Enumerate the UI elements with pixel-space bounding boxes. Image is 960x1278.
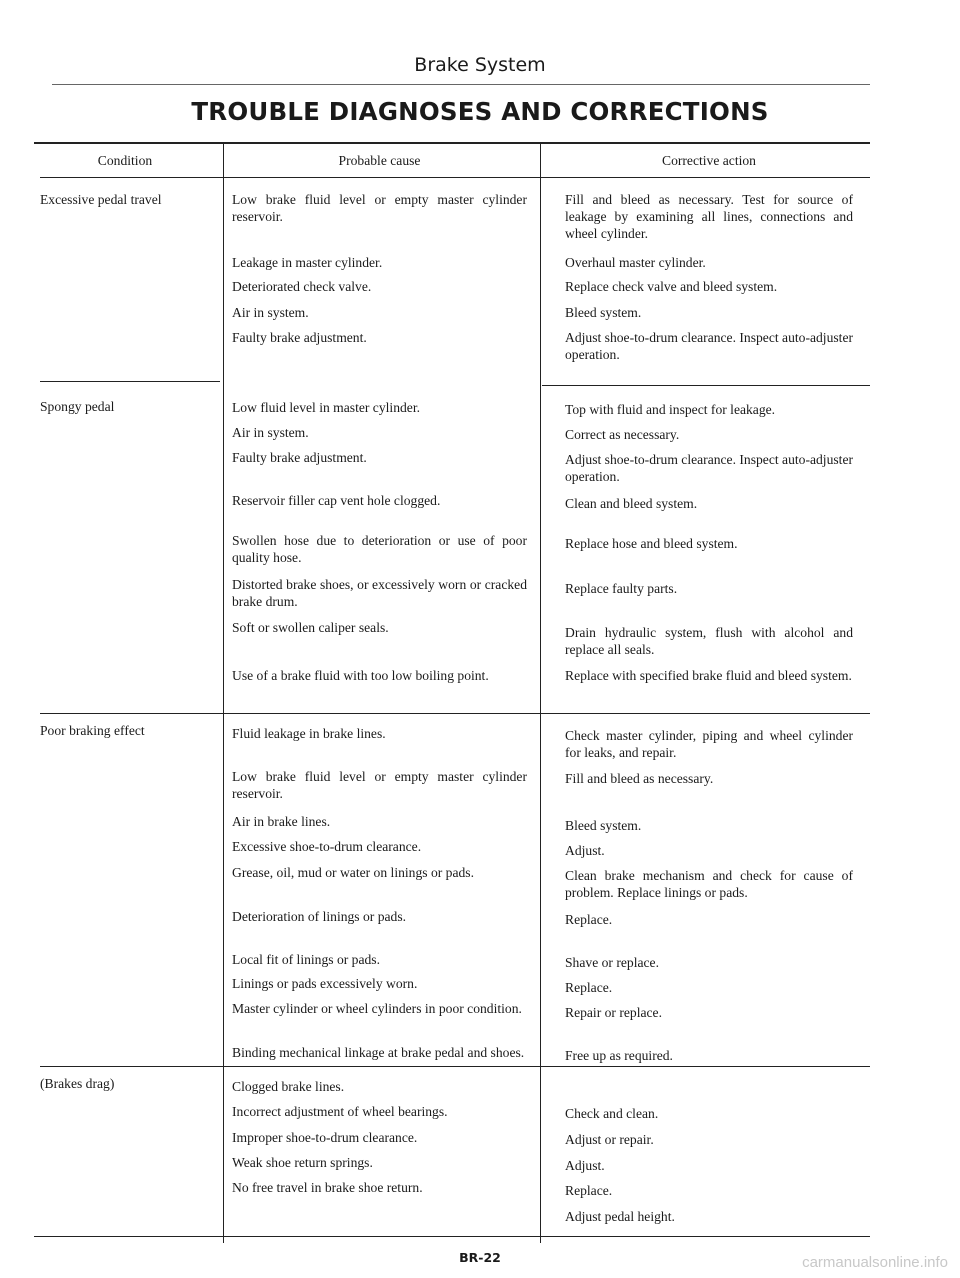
action-row: Adjust shoe-to-drum clearance. Inspect auto-adjuster operation.: [565, 452, 854, 484]
action-row: Adjust.: [565, 843, 605, 858]
action-row: Drain hydraulic system, flush with alcohol and replace all seals.: [565, 625, 853, 657]
action-row: Clean and bleed system.: [565, 496, 698, 511]
cause-row: Fluid leakage in brake lines.: [232, 726, 386, 741]
cause-row: Low brake fluid level or empty master cylinder reservoir.: [232, 192, 527, 224]
action-row: Replace.: [565, 912, 613, 927]
action-row: Adjust pedal height.: [565, 1209, 675, 1224]
cause-row: Deterioration of linings or pads.: [232, 909, 407, 924]
action-row: Bleed system.: [565, 818, 642, 833]
cause-row: Grease, oil, mud or water on linings or pads.: [232, 865, 474, 880]
action-row: Top with fluid and inspect for leakage.: [565, 402, 776, 417]
cause-row: Low brake fluid level or empty master cylinder reservoir.: [232, 769, 527, 801]
action-row: Overhaul master cylinder.: [565, 255, 706, 270]
column-header-action: Corrective action: [662, 153, 756, 168]
row-rule: [542, 385, 870, 386]
condition-spongy-pedal: Spongy pedal: [40, 399, 115, 414]
action-row: Repair or replace.: [565, 1005, 662, 1020]
column-divider-left: [223, 143, 224, 1243]
cause-row: No free travel in brake shoe return.: [232, 1180, 423, 1195]
cause-row: Improper shoe-to-drum clearance.: [232, 1130, 418, 1145]
cause-row: Use of a brake fluid with too low boiling point.: [232, 668, 489, 683]
header-row-rule: [40, 177, 870, 178]
cause-row: Excessive shoe-to-drum clearance.: [232, 839, 422, 854]
action-row: Shave or replace.: [565, 955, 659, 970]
column-header-cause: Probable cause: [338, 153, 421, 168]
cause-row: Faulty brake adjustment.: [232, 450, 367, 465]
action-row: Replace check valve and bleed system.: [565, 279, 778, 294]
cause-row: Soft or swollen caliper seals.: [232, 620, 389, 635]
cause-row: Air in brake lines.: [232, 814, 331, 829]
action-row: Free up as required.: [565, 1048, 673, 1063]
action-row: Adjust shoe-to-drum clearance. Inspect auto-adjuster operation.: [565, 330, 854, 362]
action-row: Replace faulty parts.: [565, 581, 678, 596]
diagnosis-table: [0, 143, 960, 1243]
action-row: Clean brake mechanism and check for cause of problem. Replace linings or pads.: [565, 868, 853, 900]
cause-row: Clogged brake lines.: [232, 1079, 345, 1094]
page-title: TROUBLE DIAGNOSES AND CORRECTIONS: [191, 97, 769, 126]
cause-row: Weak shoe return springs.: [232, 1155, 373, 1170]
cause-row: Swollen hose due to deterioration or use of poor quality hose.: [232, 533, 527, 565]
cause-row: Reservoir filler cap vent hole clogged.: [232, 493, 441, 508]
action-row: Replace hose and bleed system.: [565, 536, 738, 551]
action-row: Fill and bleed as necessary.: [565, 771, 714, 786]
cause-row: Distorted brake shoes, or excessively worn or cracked brake drum.: [232, 577, 527, 609]
condition-brakes-drag: (Brakes drag): [40, 1076, 115, 1091]
action-row: Correct as necessary.: [565, 427, 680, 442]
action-row: Adjust.: [565, 1158, 605, 1173]
cause-row: Faulty brake adjustment.: [232, 330, 367, 345]
cause-row: Deteriorated check valve.: [232, 279, 372, 294]
section-header: Brake System: [414, 54, 546, 76]
action-row: Check master cylinder, piping and wheel cylinder for leaks, and repair.: [565, 728, 853, 760]
cause-row: Incorrect adjustment of wheel bearings.: [232, 1104, 448, 1119]
row-rule: [40, 713, 870, 714]
page-number: BR-22: [459, 1250, 501, 1265]
cause-row: Leakage in master cylinder.: [232, 255, 383, 270]
table-bottom-rule: [34, 1236, 870, 1237]
action-row: Adjust or repair.: [565, 1132, 654, 1147]
cause-row: Local fit of linings or pads.: [232, 952, 380, 967]
watermark: carmanualsonline.info: [802, 1254, 948, 1271]
cause-row: Linings or pads excessively worn.: [232, 976, 418, 991]
action-row: Check and clean.: [565, 1106, 659, 1121]
column-header-condition: Condition: [97, 153, 153, 168]
row-rule: [40, 1066, 870, 1067]
row-rule: [40, 381, 220, 382]
action-row: Bleed system.: [565, 305, 642, 320]
condition-poor-braking-effect: Poor braking effect: [40, 723, 145, 738]
column-divider-right: [540, 143, 541, 1243]
cause-row: Air in system.: [232, 425, 309, 440]
action-row: Replace with specified brake fluid and bleed system.: [565, 668, 852, 683]
action-row: Replace.: [565, 980, 613, 995]
action-row: Fill and bleed as necessary. Test for source of leakage by examining all lines, connections and wheel cylinder.: [565, 192, 853, 241]
cause-row: Low fluid level in master cylinder.: [232, 400, 420, 415]
condition-excessive-pedal-travel: Excessive pedal travel: [40, 192, 162, 207]
action-row: Replace.: [565, 1183, 613, 1198]
cause-row: Air in system.: [232, 305, 309, 320]
cause-row: Master cylinder or wheel cylinders in poor condition.: [232, 1001, 522, 1016]
header-rule: [52, 84, 870, 85]
cause-row: Binding mechanical linkage at brake pedal and shoes.: [232, 1045, 525, 1060]
